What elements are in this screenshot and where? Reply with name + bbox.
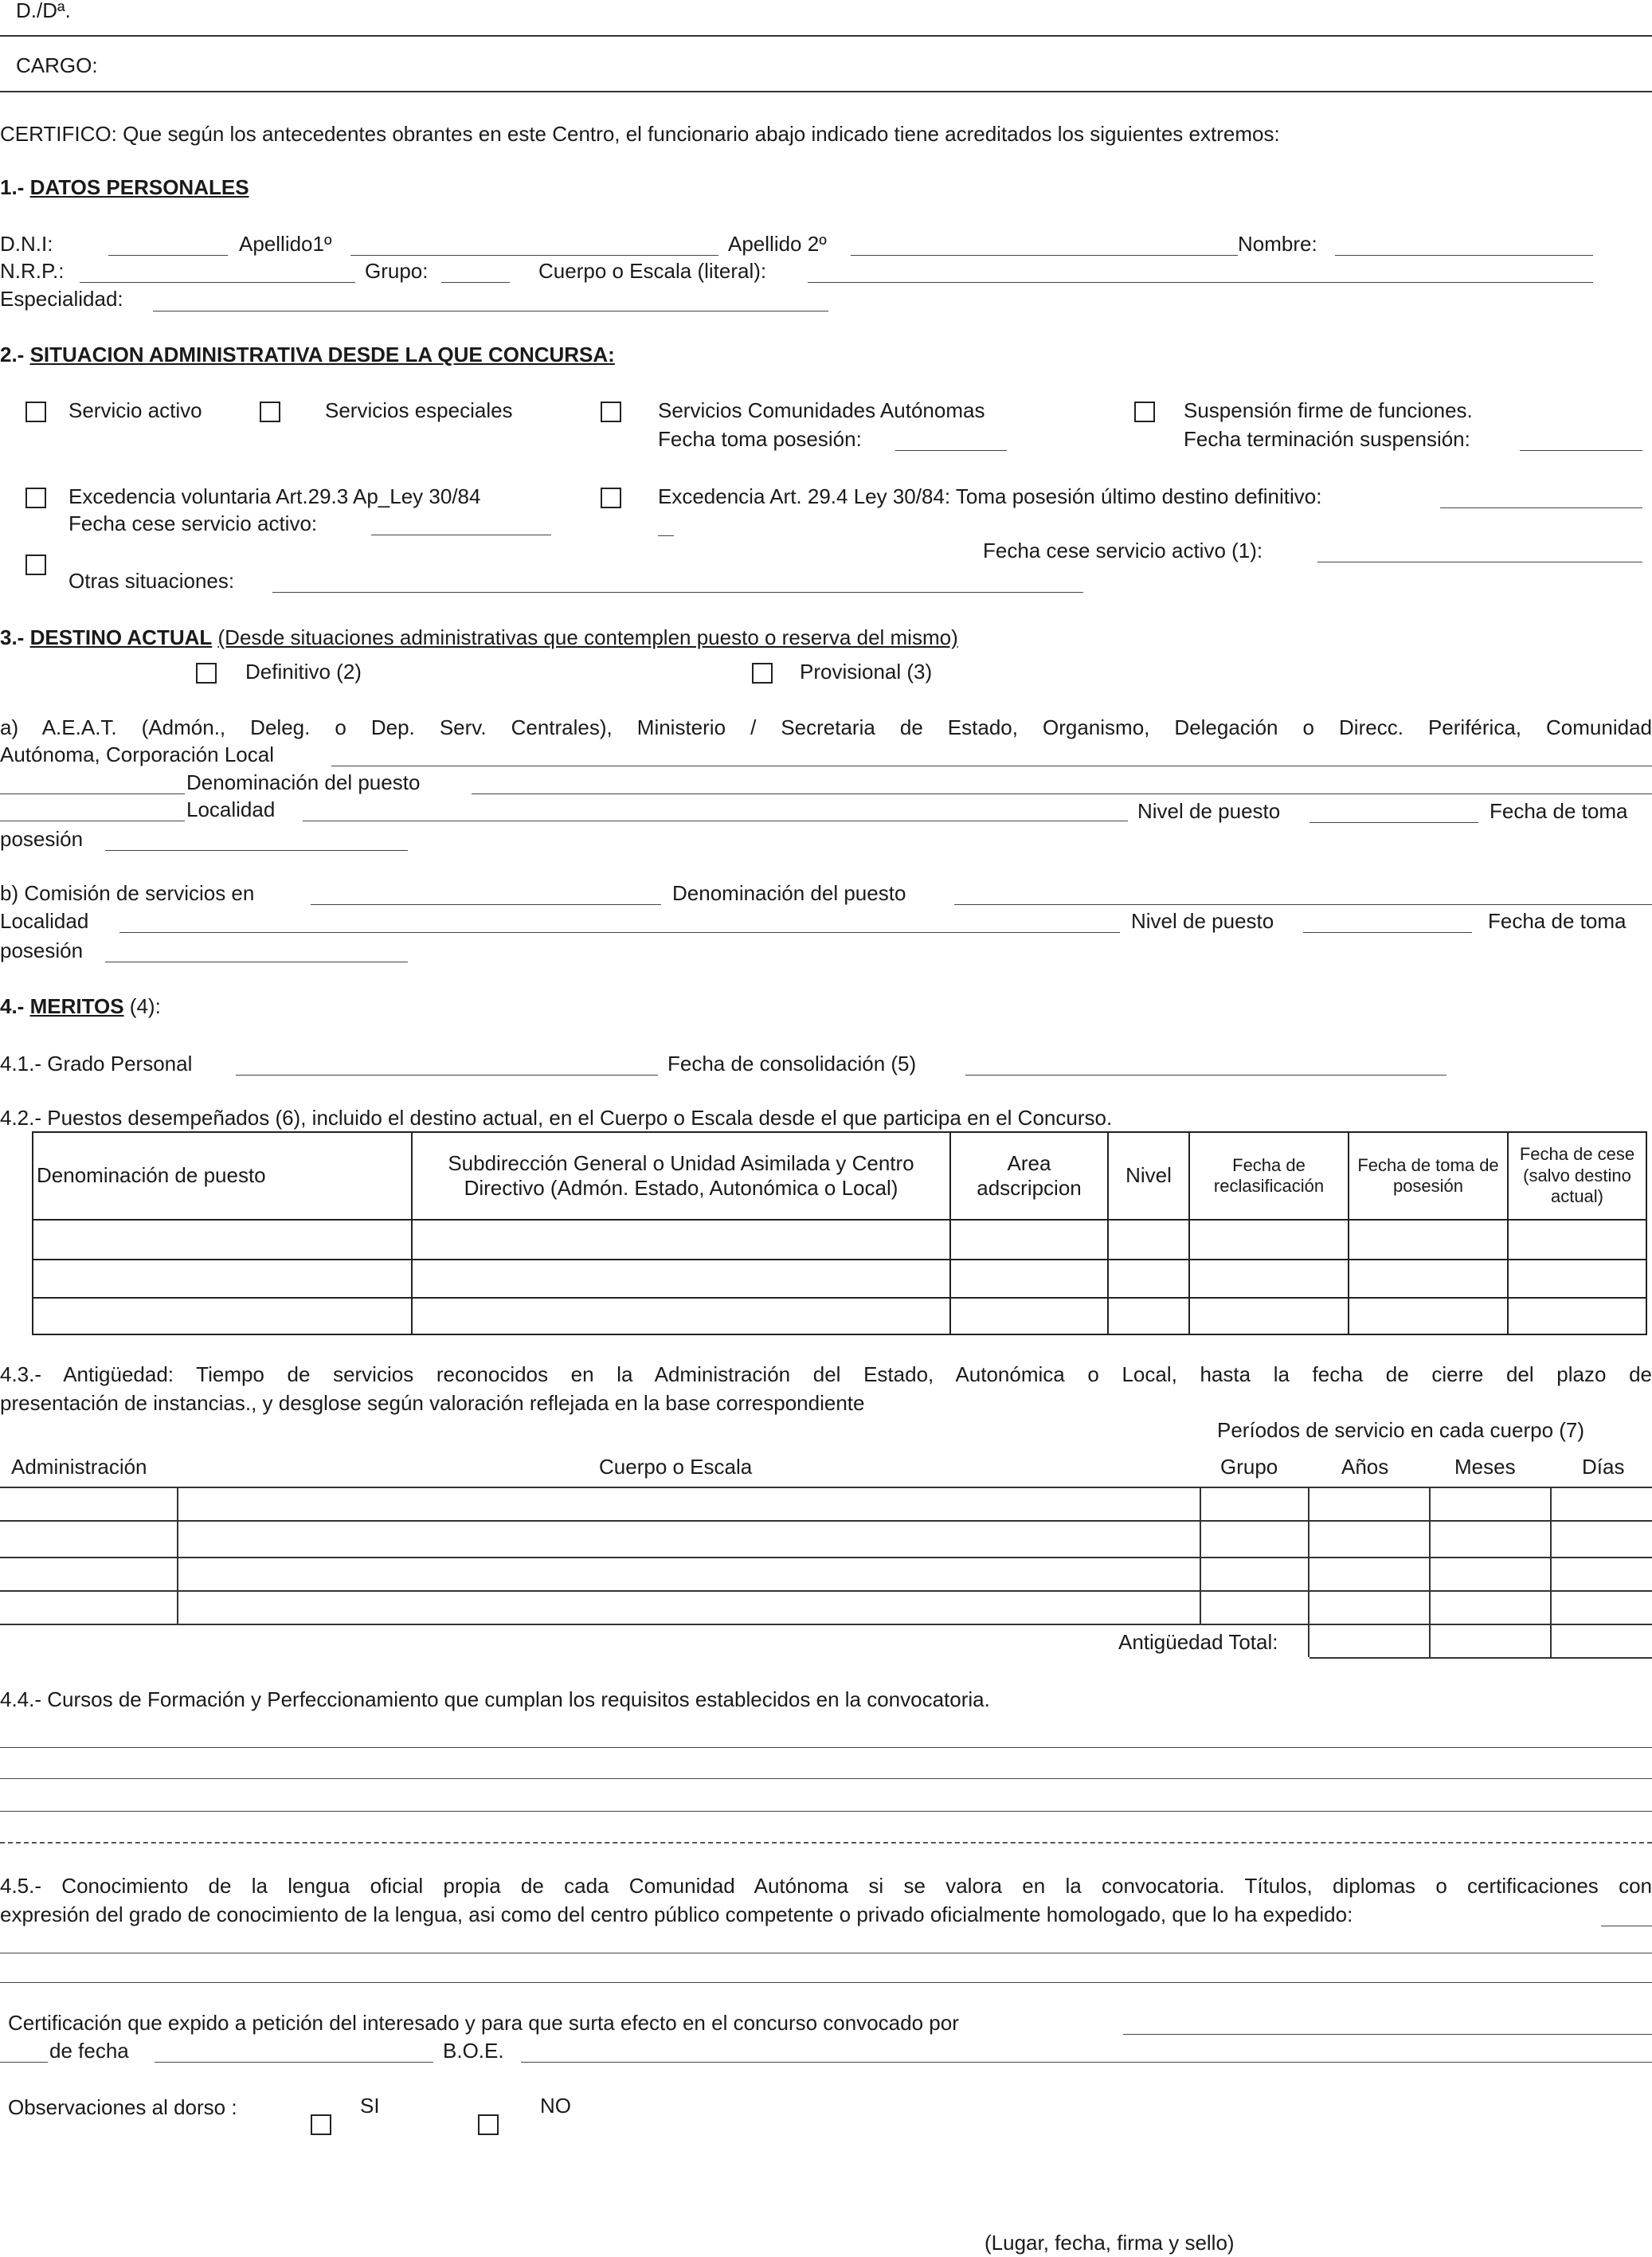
- section4-title: MERITOS: [29, 994, 124, 1018]
- fecha-cese-label: Fecha cese servicio activo:: [69, 511, 318, 535]
- fecha-prefix-field[interactable]: [0, 2062, 48, 2063]
- suspension-label: Suspensión firme de funciones.: [1184, 398, 1473, 422]
- comision-servicios-field[interactable]: [311, 904, 661, 905]
- puestos-col-nivel: Nivel: [1108, 1132, 1189, 1220]
- comision-nivel-field[interactable]: [1303, 932, 1472, 933]
- servicios-ccaa-label: Servicios Comunidades Autónomas: [658, 398, 985, 422]
- table-cell[interactable]: [1349, 1260, 1508, 1298]
- antiguedad-grupo-cells[interactable]: [1201, 1488, 1308, 1624]
- fecha-toma-label: Fecha de toma: [1490, 799, 1628, 823]
- nrp-field[interactable]: [80, 282, 355, 283]
- excedencia-voluntaria-checkbox[interactable]: [25, 488, 46, 508]
- fecha-suspension-field[interactable]: [1520, 450, 1642, 451]
- comision-posesion-label: posesión: [0, 938, 84, 962]
- section1-title: DATOS PERSONALES: [29, 175, 249, 199]
- excedencia-29-4-checkbox[interactable]: [601, 488, 621, 508]
- table-cell[interactable]: [1508, 1260, 1646, 1298]
- table-cell[interactable]: [1508, 1298, 1646, 1334]
- posesion-label: posesión: [0, 827, 84, 851]
- si-label: SI: [360, 2094, 380, 2118]
- dni-field[interactable]: [108, 255, 228, 256]
- comision-servicios-label: b) Comisión de servicios en: [0, 881, 255, 905]
- comision-denominacion-label: Denominación del puesto: [672, 881, 906, 905]
- table-cell[interactable]: [1189, 1260, 1349, 1298]
- especialidad-field[interactable]: [153, 311, 828, 312]
- fecha-consolidacion-label: Fecha de consolidación (5): [667, 1052, 917, 1076]
- section1-heading: [0, 177, 249, 198]
- especialidad-label: Especialidad:: [0, 287, 123, 311]
- table-cell[interactable]: [1349, 1220, 1508, 1260]
- nombre-label: Nombre:: [1238, 232, 1317, 256]
- comision-fecha-toma-label: Fecha de toma: [1488, 909, 1627, 933]
- lengua-line-field-2[interactable]: [0, 1982, 1652, 1983]
- puestos-col-subdireccion: Subdirección General o Unidad Asimilada y Centro Directivo (Admón. Estado, Autonómica o Local): [412, 1132, 950, 1220]
- excedencia-voluntaria-label: Excedencia voluntaria Art.29.3 Ap_Ley 30/84: [69, 484, 481, 508]
- dash-mark: [658, 535, 674, 536]
- table-cell[interactable]: [1508, 1220, 1646, 1260]
- boe-field[interactable]: [521, 2062, 1652, 2063]
- denominacion-puesto-field[interactable]: [472, 793, 1652, 794]
- definitivo-checkbox[interactable]: [196, 663, 217, 684]
- section4-suffix: (4):: [129, 994, 161, 1018]
- table-cell[interactable]: [412, 1220, 950, 1260]
- posesion-field[interactable]: [105, 850, 408, 851]
- antiguedad-col-anos: Años: [1341, 1455, 1389, 1479]
- boe-label: B.O.E.: [443, 2039, 504, 2063]
- apellido2-label: Apellido 2º: [728, 232, 827, 256]
- table-cell[interactable]: [1189, 1220, 1349, 1260]
- destino-a-line1: a) A.E.A.T. (Admón., Deleg. o Dep. Serv. Centrales), Ministerio / Secretaria de Estado, Organismo, Delegación o Direcc. Periférica, Comunidad: [0, 715, 1652, 739]
- table-cell[interactable]: [412, 1298, 950, 1334]
- antiguedad-administracion-cells[interactable]: [0, 1488, 177, 1624]
- cuerpo-field[interactable]: [808, 282, 1593, 283]
- table-cell[interactable]: [33, 1260, 412, 1298]
- antiguedad-col-grupo: Grupo: [1220, 1455, 1278, 1479]
- antiguedad-col-meses: Meses: [1454, 1455, 1516, 1479]
- antiguedad-total-label: Antigüedad Total:: [1118, 1630, 1278, 1654]
- fecha-toma-posesion-field[interactable]: [895, 450, 1007, 451]
- firma-label: (Lugar, fecha, firma y sello): [985, 2231, 1235, 2255]
- nivel-puesto-label: Nivel de puesto: [1137, 799, 1281, 823]
- table-row: [33, 1260, 1646, 1298]
- certificacion-text: Certificación que expido a petición del interesado y para que surta efecto en el concurso convocado por: [8, 2011, 959, 2035]
- puestos-col-cese: Fecha de cese (salvo destino actual): [1508, 1132, 1646, 1220]
- fecha-toma-posesion-label: Fecha toma posesión:: [658, 427, 862, 451]
- cursos-line-2[interactable]: [0, 1778, 1652, 1779]
- antiguedad-anos-cells[interactable]: [1309, 1488, 1429, 1657]
- table-cell[interactable]: [950, 1298, 1108, 1334]
- antiguedad-total-line: [1309, 1657, 1652, 1659]
- puestos-intro: 4.2.- Puestos desempeñados (6), incluido el destino actual, en el Cuerpo o Escala desde el que participa en el Concurso.: [0, 1106, 1113, 1130]
- dd-label: D./Dª.: [16, 0, 71, 22]
- de-fecha-field[interactable]: [155, 2062, 433, 2063]
- antiguedad-col-cuerpo: Cuerpo o Escala: [599, 1455, 753, 1479]
- table-cell[interactable]: [412, 1260, 950, 1298]
- section4-number: 4.-: [0, 994, 25, 1018]
- fecha-consolidacion-field[interactable]: [965, 1075, 1446, 1076]
- servicio-activo-checkbox[interactable]: [25, 402, 46, 422]
- otras-situaciones-field[interactable]: [272, 592, 1083, 593]
- table-cell[interactable]: [950, 1260, 1108, 1298]
- denominacion-puesto-label: Denominación del puesto: [186, 770, 421, 794]
- puestos-col-toma: Fecha de toma de posesión: [1349, 1132, 1508, 1220]
- destino-a-line2: Autónoma, Corporación Local: [0, 743, 274, 766]
- table-cell[interactable]: [1349, 1298, 1508, 1334]
- fecha-suspension-label: Fecha terminación suspensión:: [1184, 427, 1470, 451]
- section4-heading: [0, 996, 161, 1017]
- puestos-table: [32, 1131, 1647, 1335]
- comision-nivel-label: Nivel de puesto: [1131, 909, 1274, 933]
- section3-title: DESTINO ACTUAL: [29, 625, 213, 649]
- cargo-label: CARGO:: [16, 53, 98, 77]
- servicios-especiales-checkbox[interactable]: [260, 402, 280, 422]
- dd-line[interactable]: [0, 35, 1652, 37]
- table-cell[interactable]: [1108, 1220, 1189, 1260]
- section3-number: 3.-: [0, 625, 25, 649]
- si-checkbox[interactable]: [311, 2114, 331, 2135]
- antiguedad-intro-1: 4.3.- Antigüedad: Tiempo de servicios reconocidos en la Administración del Estado, Autonómica o Local, hasta la fecha de cierre del plazo de: [0, 1362, 1652, 1386]
- servicios-especiales-label: Servicios especiales: [325, 398, 513, 422]
- grado-personal-label: 4.1.- Grado Personal: [0, 1052, 193, 1076]
- de-fecha-label: de fecha: [49, 2039, 129, 2063]
- no-checkbox[interactable]: [478, 2114, 499, 2135]
- puestos-col-reclasificacion: Fecha de reclasificación: [1189, 1132, 1349, 1220]
- excedencia-29-4-label: Excedencia Art. 29.4 Ley 30/84: Toma posesión último destino definitivo:: [658, 484, 1322, 508]
- observaciones-label: Observaciones al dorso :: [8, 2095, 237, 2119]
- table-cell[interactable]: [1108, 1298, 1189, 1334]
- table-row: [33, 1298, 1646, 1334]
- periodos-label: Períodos de servicio en cada cuerpo (7): [1217, 1418, 1585, 1442]
- provisional-checkbox[interactable]: [752, 663, 773, 684]
- suspension-checkbox[interactable]: [1134, 402, 1155, 422]
- puestos-header-row: [33, 1132, 1646, 1220]
- provisional-label: Provisional (3): [800, 660, 933, 684]
- convocado-por-field[interactable]: [1123, 2034, 1652, 2035]
- table-cell[interactable]: [33, 1220, 412, 1260]
- table-cell[interactable]: [33, 1298, 412, 1334]
- antiguedad-cuerpo-cells[interactable]: [178, 1488, 1200, 1624]
- cargo-line[interactable]: [0, 91, 1652, 92]
- grado-personal-field[interactable]: [236, 1075, 658, 1076]
- ultimo-destino-field[interactable]: [1440, 507, 1642, 508]
- puestos-col-area: Area adscripcion: [950, 1132, 1108, 1220]
- antiguedad-col-dias: Días: [1582, 1455, 1625, 1479]
- grupo-field[interactable]: [441, 282, 510, 283]
- comision-localidad-field[interactable]: [119, 932, 1120, 933]
- grupo-label: Grupo:: [365, 259, 429, 283]
- comision-denominacion-field[interactable]: [954, 904, 1652, 905]
- section2-heading: [0, 344, 615, 365]
- localidad-label: Localidad: [186, 797, 276, 821]
- servicio-activo-label: Servicio activo: [69, 398, 202, 422]
- cursos-line-3[interactable]: [0, 1811, 1652, 1812]
- servicios-ccaa-checkbox[interactable]: [601, 402, 621, 422]
- apellido2-field[interactable]: [851, 255, 1238, 256]
- fecha-cese-1-label: Fecha cese servicio activo (1):: [983, 539, 1263, 562]
- destino-a-prefix-field[interactable]: [0, 793, 185, 794]
- cursos-label: 4.4.- Cursos de Formación y Perfeccionamiento que cumplan los requisitos establecidos en la convocatoria.: [0, 1687, 990, 1711]
- cursos-line-1[interactable]: [0, 1747, 1652, 1748]
- table-cell[interactable]: [950, 1220, 1108, 1260]
- nombre-field[interactable]: [1335, 255, 1593, 256]
- nivel-puesto-field[interactable]: [1309, 822, 1478, 823]
- no-label: NO: [540, 2094, 571, 2118]
- table-cell[interactable]: [1108, 1260, 1189, 1298]
- antiguedad-meses-cells[interactable]: [1431, 1488, 1550, 1657]
- cuerpo-label: Cuerpo o Escala (literal):: [538, 259, 767, 283]
- puestos-col-denominacion: Denominación de puesto: [33, 1132, 412, 1220]
- definitivo-label: Definitivo (2): [245, 660, 362, 684]
- section1-number: 1.-: [0, 175, 25, 199]
- lengua-line-1: 4.5.- Conocimiento de la lengua oficial propia de cada Comunidad Autónoma si se valora en la convocatoria. Títulos, diplomas o certificaciones con: [0, 1874, 1652, 1898]
- dni-label: D.N.I:: [0, 232, 53, 256]
- lengua-line-2: expresión del grado de conocimiento de la lengua, asi como del centro público competente o privado oficialmente homologado, que lo ha expedido:: [0, 1902, 1353, 1926]
- otras-situaciones-label: Otras situaciones:: [69, 569, 235, 593]
- antiguedad-intro-2: presentación de instancias., y desglose según valoración reflejada en la base correspondiente: [0, 1391, 865, 1415]
- section2-title: SITUACION ADMINISTRATIVA DESDE LA QUE CONCURSA:: [29, 343, 615, 366]
- certifico-text: CERTIFICO: Que según los antecedentes obrantes en este Centro, el funcionario abajo indicado tiene acreditados los siguientes extremos:: [0, 122, 1280, 146]
- table-row: [33, 1220, 1646, 1260]
- antiguedad-dias-cells[interactable]: [1552, 1488, 1652, 1657]
- comision-localidad-label: Localidad: [0, 909, 89, 933]
- section3-heading: [0, 627, 958, 648]
- nrp-label: N.R.P.:: [0, 259, 65, 283]
- section2-number: 2.-: [0, 343, 25, 366]
- cursos-line-4[interactable]: [0, 1842, 1652, 1844]
- apellido1-field[interactable]: [350, 255, 718, 256]
- table-cell[interactable]: [1189, 1298, 1349, 1334]
- antiguedad-col-administracion: Administración: [11, 1455, 147, 1479]
- section3-subtitle: (Desde situaciones administrativas que contemplen puesto o reserva del mismo): [217, 625, 958, 649]
- apellido1-label: Apellido1º: [239, 232, 332, 256]
- otras-situaciones-checkbox[interactable]: [25, 554, 46, 575]
